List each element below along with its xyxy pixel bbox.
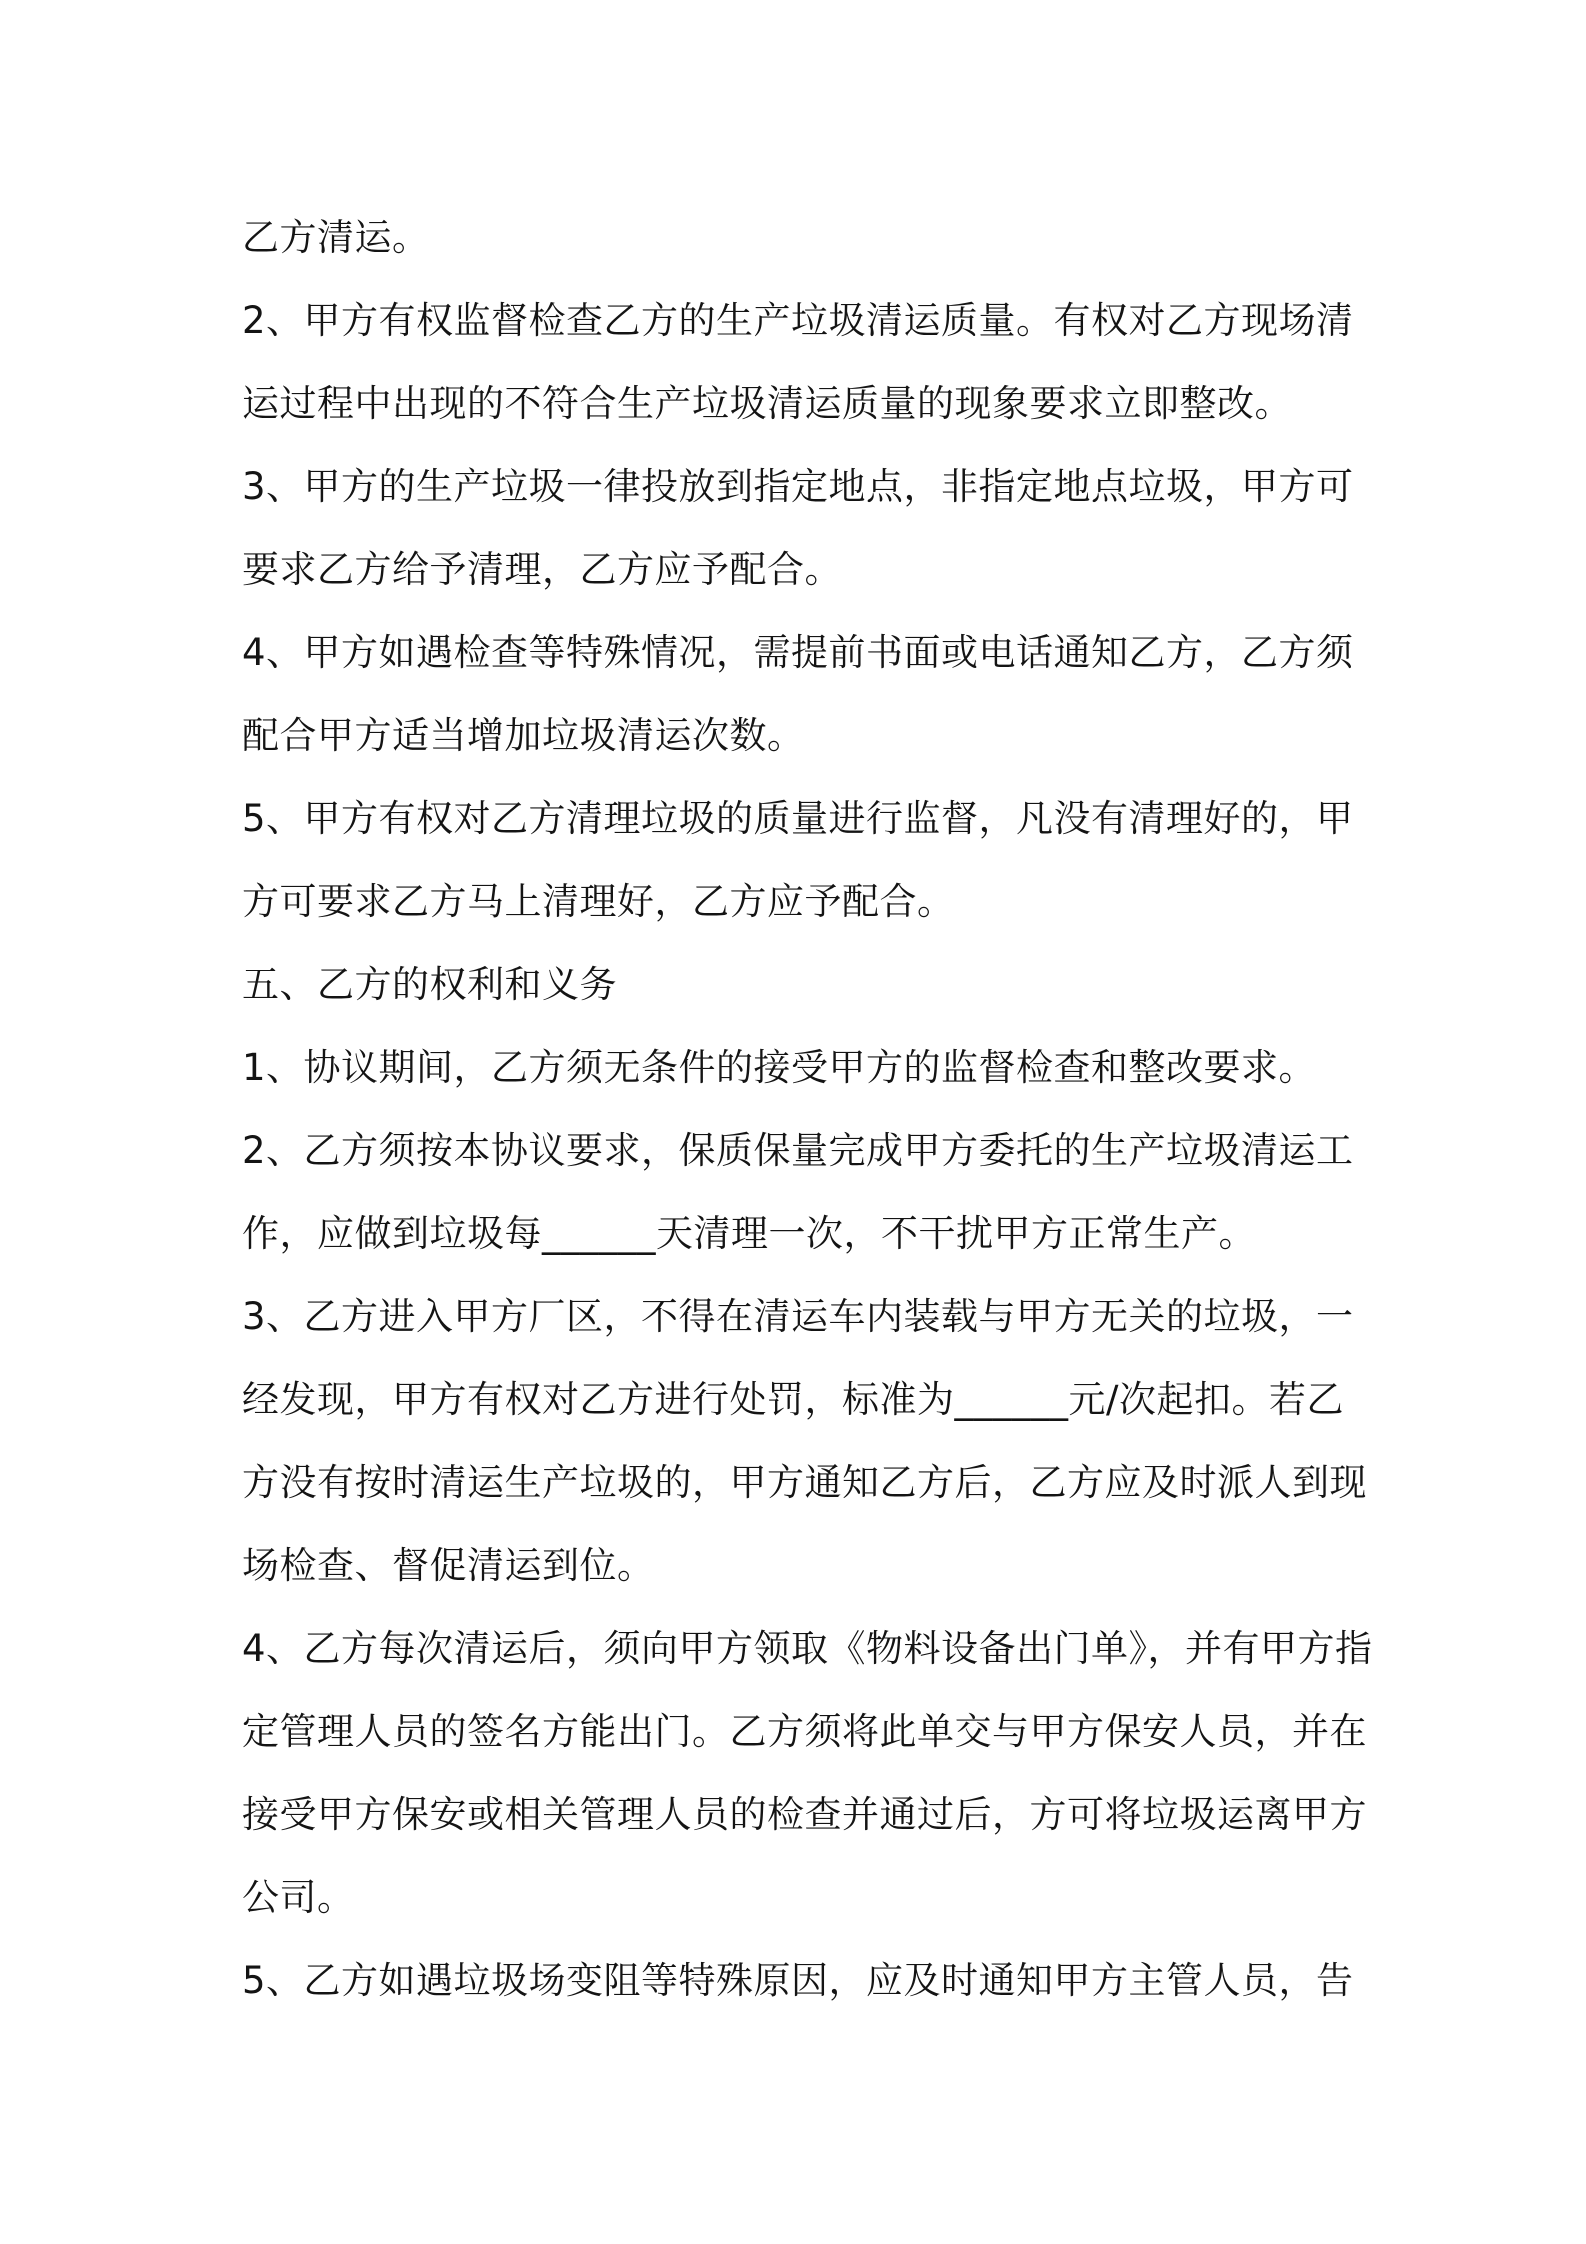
text-line: 作，应做到垃圾每______天清理一次，不干扰甲方正常生产。 bbox=[242, 1212, 1256, 1255]
text-line: 3、乙方进入甲方厂区，不得在清运车内装载与甲方无关的垃圾，一 bbox=[242, 1295, 1354, 1338]
text-line: 2、乙方须按本协议要求，保质保量完成甲方委托的生产垃圾清运工 bbox=[242, 1129, 1354, 1172]
text-line: 运过程中出现的不符合生产垃圾清运质量的现象要求立即整改。 bbox=[242, 382, 1292, 425]
text-line: 经发现，甲方有权对乙方进行处罚，标准为______元/次起扣。若乙 bbox=[242, 1378, 1344, 1421]
text-line: 接受甲方保安或相关管理人员的检查并通过后，方可将垃圾运离甲方 bbox=[242, 1793, 1367, 1836]
text-line: 4、乙方每次清运后，须向甲方领取《物料设备出门单》，并有甲方指 bbox=[242, 1627, 1373, 1670]
text-line: 场检查、督促清运到位。 bbox=[242, 1544, 655, 1587]
text-line: 配合甲方适当增加垃圾清运次数。 bbox=[242, 714, 805, 757]
text-line: 乙方清运。 bbox=[242, 216, 430, 259]
text-line: 5、乙方如遇垃圾场变阻等特殊原因，应及时通知甲方主管人员，告 bbox=[242, 1959, 1354, 2002]
text-line: 3、甲方的生产垃圾一律投放到指定地点，非指定地点垃圾，甲方可 bbox=[242, 465, 1354, 508]
document-body bbox=[242, 196, 1373, 2022]
text-line: 5、甲方有权对乙方清理垃圾的质量进行监督，凡没有清理好的，甲 bbox=[242, 797, 1354, 840]
text-line: 2、甲方有权监督检查乙方的生产垃圾清运质量。有权对乙方现场清 bbox=[242, 299, 1354, 342]
text-line: 1、协议期间，乙方须无条件的接受甲方的监督检查和整改要求。 bbox=[242, 1046, 1317, 1089]
text-line: 方可要求乙方马上清理好，乙方应予配合。 bbox=[242, 880, 955, 923]
text-line: 要求乙方给予清理，乙方应予配合。 bbox=[242, 548, 842, 591]
text-line: 定管理人员的签名方能出门。乙方须将此单交与甲方保安人员，并在 bbox=[242, 1710, 1367, 1753]
text-line: 4、甲方如遇检查等特殊情况，需提前书面或电话通知乙方，乙方须 bbox=[242, 631, 1354, 674]
text-line: 方没有按时清运生产垃圾的，甲方通知乙方后，乙方应及时派人到现 bbox=[242, 1461, 1367, 1504]
text-line: 公司。 bbox=[242, 1876, 355, 1919]
section-heading: 五、乙方的权利和义务 bbox=[242, 963, 617, 1006]
